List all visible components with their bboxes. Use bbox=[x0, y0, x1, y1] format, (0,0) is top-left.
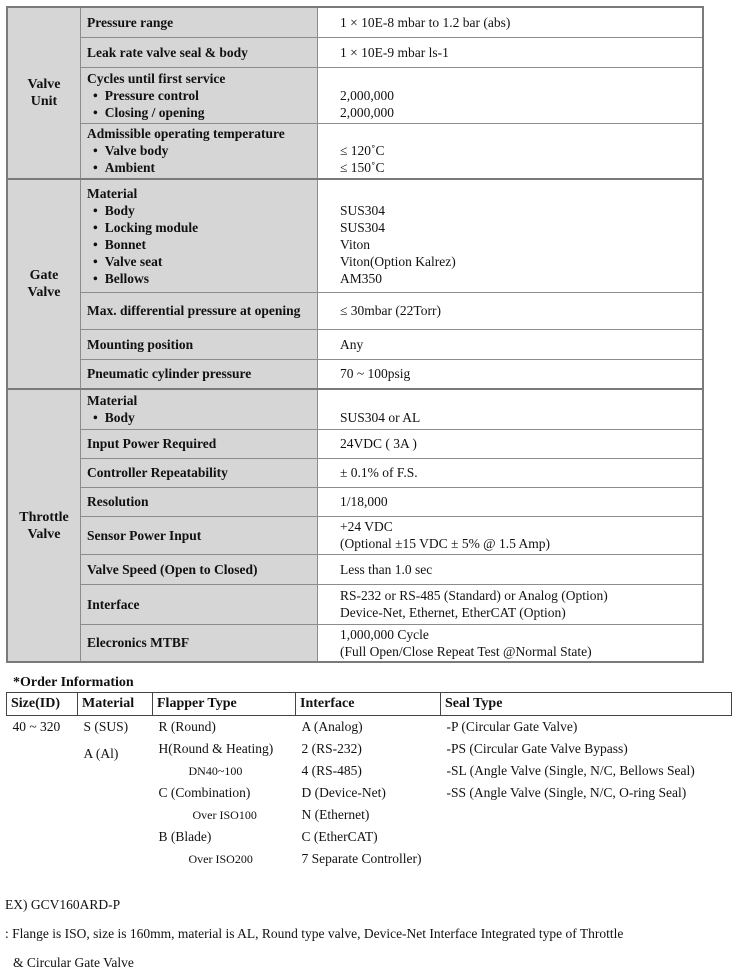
group-label: Valve bbox=[27, 285, 61, 300]
spec-value: 2,000,000 bbox=[340, 87, 394, 103]
group-valve-unit bbox=[7, 7, 81, 179]
spec-label: Elecronics MTBF bbox=[81, 624, 318, 662]
spec-label-group bbox=[81, 123, 318, 179]
spec-value: RS-232 or RS-485 (Standard) or Analog (Option) bbox=[340, 588, 608, 603]
order-option: S (SUS) bbox=[83, 719, 129, 734]
spec-label: Admissible operating temperature bbox=[87, 126, 285, 142]
order-option-note: Over ISO100 bbox=[192, 808, 257, 822]
group-label: Valve bbox=[27, 77, 61, 92]
order-header: Flapper Type bbox=[153, 693, 296, 716]
order-option: H(Round & Heating) bbox=[158, 741, 274, 756]
spec-sublabel: • Locking module bbox=[87, 219, 317, 236]
group-label: Valve bbox=[27, 526, 61, 542]
spec-value: 1,000,000 Cycle bbox=[340, 626, 429, 642]
spec-value: 24VDC ( 3A ) bbox=[318, 429, 704, 458]
example-description: : Flange is ISO, size is 160mm, material is AL, Round type valve, Device-Net Interface Integrated type of Throttle bbox=[5, 926, 624, 941]
order-option: 7 Separate Controller) bbox=[301, 851, 422, 866]
order-option: R (Round) bbox=[158, 719, 216, 734]
spec-sublabel: • Pressure control bbox=[87, 87, 317, 104]
spec-value: Device-Net, Ethernet, EtherCAT (Option) bbox=[340, 605, 566, 620]
spec-value: Viton bbox=[340, 236, 370, 252]
order-size-col bbox=[7, 716, 78, 871]
spec-label: Controller Repeatability bbox=[81, 458, 318, 487]
spec-label: Pressure range bbox=[81, 7, 318, 37]
spec-value: ± 0.1% of F.S. bbox=[318, 458, 704, 487]
spec-sublabel: • Closing / opening bbox=[87, 104, 317, 121]
order-option-note: Over ISO200 bbox=[188, 852, 253, 866]
spec-value: AM350 bbox=[340, 270, 383, 286]
spec-label: Interface bbox=[81, 584, 318, 624]
spec-value: SUS304 or AL bbox=[318, 389, 704, 429]
spec-sublabel: • Ambient bbox=[87, 159, 317, 176]
spec-label-group bbox=[81, 67, 318, 123]
order-header: Seal Type bbox=[441, 693, 732, 716]
spec-value-group bbox=[318, 624, 704, 662]
group-gate-valve bbox=[7, 179, 81, 389]
spec-value: Viton(Option Kalrez) bbox=[340, 253, 456, 269]
spec-value-group bbox=[318, 179, 704, 292]
order-option: A (Analog) bbox=[301, 719, 363, 734]
spec-table bbox=[6, 6, 704, 663]
spec-label: Valve Speed (Open to Closed) bbox=[81, 554, 318, 584]
spec-label: Max. differential pressure at opening bbox=[81, 292, 318, 329]
group-throttle-valve bbox=[7, 389, 81, 662]
group-label: Throttle bbox=[19, 509, 69, 525]
spec-sublabel: • Valve body bbox=[87, 142, 317, 159]
spec-value: ≤ 120˚C bbox=[340, 143, 385, 159]
spec-label: Material bbox=[87, 393, 138, 409]
spec-label: Cycles until first service bbox=[87, 70, 226, 86]
spec-label: Resolution bbox=[81, 487, 318, 516]
order-option-note: DN40~100 bbox=[188, 764, 243, 778]
order-option: A (Al) bbox=[83, 746, 119, 761]
spec-value-group bbox=[318, 584, 704, 624]
order-info-title: *Order Information bbox=[13, 675, 134, 690]
spec-value: SUS304 bbox=[340, 202, 386, 218]
spec-label: Sensor Power Input bbox=[81, 516, 318, 554]
order-option: -SL (Angle Valve (Single, N/C, Bellows Seal) bbox=[446, 763, 695, 778]
spec-value: Less than 1.0 sec bbox=[318, 554, 704, 584]
spec-value: 2,000,000 bbox=[340, 104, 394, 120]
order-option: 4 (RS-485) bbox=[301, 763, 362, 778]
spec-label: Leak rate valve seal & body bbox=[81, 37, 318, 67]
spec-value: ≤ 150˚C bbox=[340, 160, 385, 176]
order-option: D (Device-Net) bbox=[301, 785, 386, 800]
order-option: C (Combination) bbox=[158, 785, 251, 800]
group-label: Unit bbox=[30, 94, 58, 109]
spec-value: (Optional ±15 VDC ± 5% @ 1.5 Amp) bbox=[340, 536, 550, 551]
spec-value-group bbox=[318, 516, 704, 554]
order-option: -SS (Angle Valve (Single, N/C, O-ring Seal) bbox=[446, 785, 687, 800]
order-option: 2 (RS-232) bbox=[301, 741, 362, 756]
spec-sublabel: • Body bbox=[87, 202, 317, 219]
order-option: -P (Circular Gate Valve) bbox=[446, 719, 578, 734]
order-interface-col bbox=[296, 716, 441, 871]
spec-value: +24 VDC bbox=[340, 519, 393, 534]
spec-sublabel: • Bonnet bbox=[87, 236, 317, 253]
spec-label: Pneumatic cylinder pressure bbox=[81, 359, 318, 389]
spec-label: Material bbox=[87, 185, 138, 201]
order-table bbox=[6, 692, 732, 870]
spec-value-group bbox=[318, 123, 704, 179]
spec-value: 70 ~ 100psig bbox=[318, 359, 704, 389]
order-option: C (EtherCAT) bbox=[301, 829, 378, 844]
spec-value: ≤ 30mbar (22Torr) bbox=[318, 292, 704, 329]
spec-sublabel: • Bellows bbox=[87, 270, 317, 287]
spec-sublabel: • Body bbox=[87, 409, 317, 426]
spec-value-group bbox=[318, 67, 704, 123]
spec-value: 1 × 10E-8 mbar to 1.2 bar (abs) bbox=[318, 7, 704, 37]
spec-value: 1 × 10E-9 mbar ls-1 bbox=[318, 37, 704, 67]
group-label: Gate bbox=[29, 268, 59, 283]
example-code: EX) GCV160ARD-P bbox=[5, 897, 121, 912]
order-flapper-col bbox=[153, 716, 296, 871]
spec-value: SUS304 bbox=[340, 219, 386, 235]
order-header: Material bbox=[78, 693, 153, 716]
example-description: & Circular Gate Valve bbox=[13, 955, 134, 970]
spec-label: Mounting position bbox=[81, 329, 318, 359]
order-header: Size(ID) bbox=[7, 693, 78, 716]
spec-value: (Full Open/Close Repeat Test @Normal State) bbox=[340, 643, 592, 659]
order-option: 40 ~ 320 bbox=[12, 719, 61, 734]
order-option: -PS (Circular Gate Valve Bypass) bbox=[446, 741, 628, 756]
spec-value: Any bbox=[318, 329, 704, 359]
spec-label-group bbox=[81, 389, 318, 429]
spec-label: Input Power Required bbox=[81, 429, 318, 458]
order-seal-col bbox=[441, 716, 732, 871]
order-option: N (Ethernet) bbox=[301, 807, 370, 822]
spec-value: 1/18,000 bbox=[318, 487, 704, 516]
spec-label-group bbox=[81, 179, 318, 292]
order-header: Interface bbox=[296, 693, 441, 716]
spec-sublabel: • Valve seat bbox=[87, 253, 317, 270]
order-option: B (Blade) bbox=[158, 829, 212, 844]
order-material-col bbox=[78, 716, 153, 871]
